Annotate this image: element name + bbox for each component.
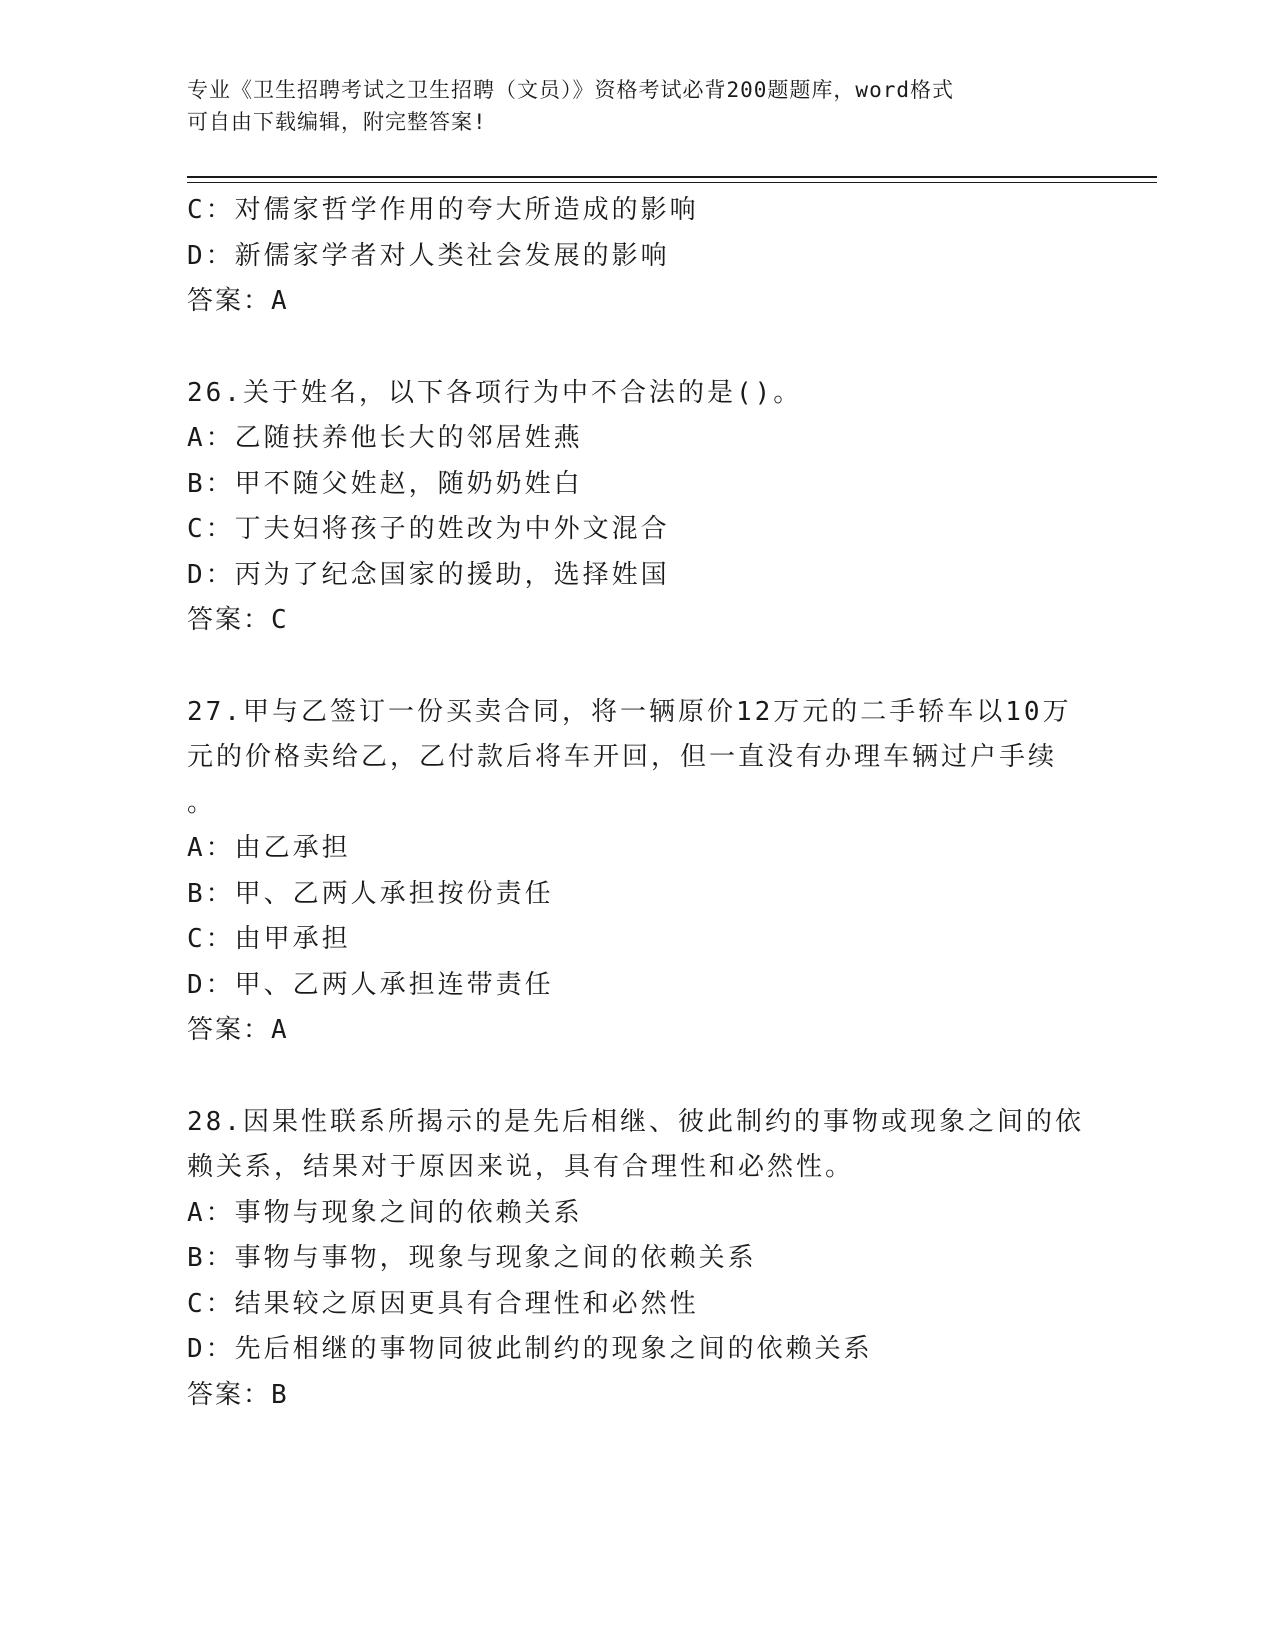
option-c: C：对儒家哲学作用的夸大所造成的影响 xyxy=(187,195,699,225)
answer: 答案：C xyxy=(187,605,289,635)
spacer xyxy=(187,325,1087,371)
answer: 答案：A xyxy=(187,286,289,316)
question-27 xyxy=(187,690,1087,1054)
option-a: A：乙随扶养他长大的邻居姓燕 xyxy=(187,423,583,453)
header-line-1: 专业《卫生招聘考试之卫生招聘（文员）》资格考试必背200题题库，word格式 xyxy=(187,78,954,102)
option-d: D：先后相继的事物同彼此制约的现象之间的依赖关系 xyxy=(187,1334,873,1364)
spacer xyxy=(187,1054,1087,1100)
option-a: A：由乙承担 xyxy=(187,833,351,863)
document-header xyxy=(187,74,1087,138)
option-c: C：丁夫妇将孩子的姓改为中外文混合 xyxy=(187,514,670,544)
document-body xyxy=(187,188,1087,1418)
question-26 xyxy=(187,371,1087,644)
header-divider-thin xyxy=(187,182,1157,183)
option-d: D：甲、乙两人承担连带责任 xyxy=(187,969,554,1000)
answer: 答案：A xyxy=(187,1015,289,1045)
option-c: C：结果较之原因更具有合理性和必然性 xyxy=(187,1288,699,1319)
question-text-line-3: 。 xyxy=(187,787,217,818)
option-b: B：甲不随父姓赵，随奶奶姓白 xyxy=(187,468,583,499)
question-text-line-1: 27.甲与乙签订一份买卖合同，将一辆原价12万元的二手轿车以10万 xyxy=(187,696,1072,727)
question-text-line-1: 28.因果性联系所揭示的是先后相继、彼此制约的事物或现象之间的依 xyxy=(187,1106,1084,1137)
option-d: D：丙为了纪念国家的援助，选择姓国 xyxy=(187,559,670,590)
option-d: D：新儒家学者对人类社会发展的影响 xyxy=(187,240,670,271)
question-text-line-2: 元的价格卖给乙，乙付款后将车开回，但一直没有办理车辆过户手续 xyxy=(187,742,1058,772)
question-text: 26.关于姓名，以下各项行为中不合法的是()。 xyxy=(187,377,803,408)
option-c: C：由甲承担 xyxy=(187,924,351,954)
option-a: A：事物与现象之间的依赖关系 xyxy=(187,1197,583,1228)
option-b: B：甲、乙两人承担按份责任 xyxy=(187,878,554,909)
option-b: B：事物与事物，现象与现象之间的依赖关系 xyxy=(187,1243,757,1273)
question-25-continued xyxy=(187,188,1087,325)
question-text-line-2: 赖关系，结果对于原因来说，具有合理性和必然性。 xyxy=(187,1152,855,1182)
header-line-2: 可自由下载编辑，附完整答案! xyxy=(187,110,487,134)
answer: 答案：B xyxy=(187,1379,289,1410)
question-28 xyxy=(187,1100,1087,1419)
header-divider-thick xyxy=(187,176,1157,178)
spacer xyxy=(187,644,1087,690)
